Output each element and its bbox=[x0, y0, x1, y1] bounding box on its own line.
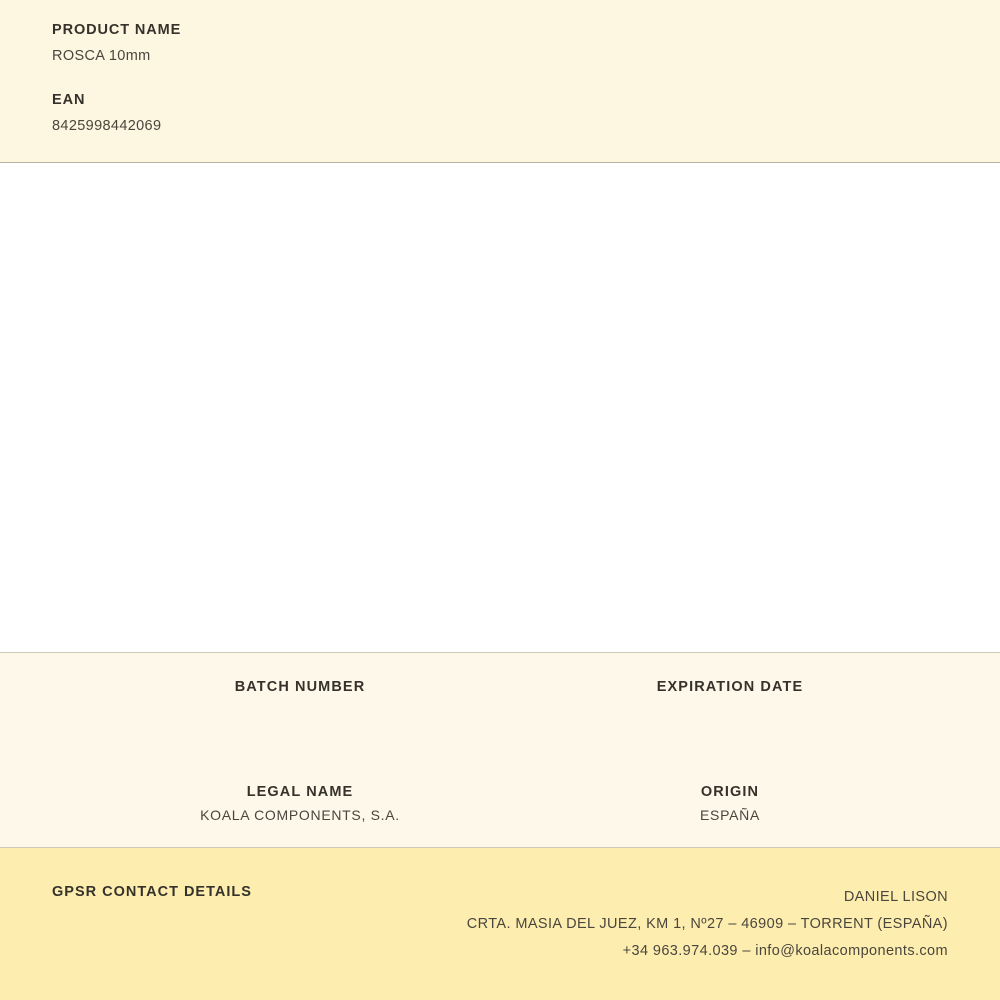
product-details-section bbox=[0, 653, 1000, 848]
legal-name-label: LEGAL NAME bbox=[246, 784, 354, 800]
ean-value: 8425998442069 bbox=[52, 118, 162, 134]
origin-value: ESPAÑA bbox=[700, 807, 760, 823]
batch-number-value bbox=[120, 702, 480, 720]
product-info-section bbox=[0, 0, 1000, 163]
field-ean bbox=[0, 92, 1000, 134]
ean-label: EAN bbox=[52, 92, 86, 108]
detail-row-batch bbox=[0, 679, 1000, 720]
legal-name-value: KOALA COMPONENTS, S.A. bbox=[200, 807, 400, 823]
gpsr-contact-phone-email: +34 963.974.039 – info@koalacomponents.com bbox=[622, 943, 948, 959]
gpsr-contact-info bbox=[467, 884, 948, 965]
batch-number-label: BATCH NUMBER bbox=[234, 679, 366, 695]
gpsr-contact-details-label: GPSR CONTACT DETAILS bbox=[52, 884, 252, 900]
gpsr-contact-address: CRTA. MASIA DEL JUEZ, KM 1, Nº27 – 46909 – TORRENT (ESPAÑA) bbox=[466, 916, 948, 932]
blank-content-area bbox=[0, 163, 1000, 653]
detail-row-legal bbox=[0, 784, 1000, 825]
gpsr-contact-name: DANIEL LISON bbox=[843, 889, 948, 905]
expiration-date-value bbox=[500, 702, 960, 720]
detail-legal-name bbox=[0, 784, 480, 825]
detail-batch-number bbox=[0, 679, 480, 720]
detail-expiration-date bbox=[480, 679, 960, 720]
origin-label: ORIGIN bbox=[700, 784, 760, 800]
field-product-name bbox=[0, 22, 1000, 64]
gpsr-footer bbox=[0, 848, 1000, 1000]
product-name-label: PRODUCT NAME bbox=[52, 22, 182, 38]
detail-origin bbox=[480, 784, 960, 825]
product-name-value: ROSCA 10mm bbox=[52, 48, 151, 64]
expiration-date-label: EXPIRATION DATE bbox=[656, 679, 804, 695]
